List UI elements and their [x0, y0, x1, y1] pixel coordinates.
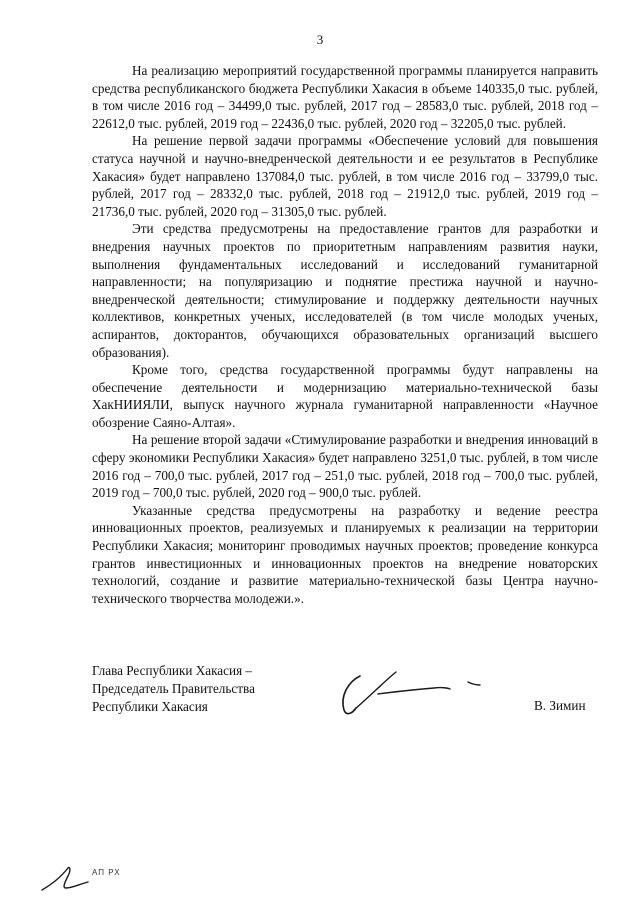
paragraph-grants: Эти средства предусмотрены на предоставление грантов для разработки и внедрения научных проектов по приоритетным направлениям развития науки, выполнения фундаментальных исследований и исследований гуманитарной направленности; на популяризацию и поднятие престижа научной и научно-внедренческой деятельности; стимулирование и поддержку деятельности научных коллективов, конкретных ученых, исследователей (в том числе молодых ученых, аспирантов, докторантов, обучающихся образовательных организаций высшего образования). [92, 221, 598, 360]
paragraph-budget-total: На реализацию мероприятий государственной программы планируется направить средства республиканского бюджета Республики Хакасия в объеме 140335,0 тыс. рублей, в том числе 2016 год – 34499,0 тыс. рублей, 2017 год – 28583,0 тыс. рублей, 2018 год – 22612,0 тыс. рублей, 2019 год – 22436,0 тыс. рублей, 2020 год – 32205,0 тыс. рублей. [92, 63, 598, 131]
signatory-title-line: Глава Республики Хакасия – [92, 663, 253, 678]
page-number: 3 [316, 32, 324, 47]
handwritten-signature [330, 652, 490, 732]
paragraph-task-two: На решение второй задачи «Стимулирование разработки и внедрения инноваций в сферу экономики Республики Хакасия» будет направлено 3251,0 тыс. рублей, в том числе 2016 год – 700,0 тыс. рублей, 2017 год – 251,0 тыс. рублей, 2018 год – 700,0 тыс. рублей, 2019 год – 700,0 тыс. рублей, 2020 год – 900,0 тыс. рублей. [92, 432, 598, 501]
paragraph-task-one: На решение первой задачи программы «Обеспечение условий для повышения статуса научной и научно-внедренческой деятельности и ее результатов в Республике Хакасия» будет направлено 137084,0 тыс. рублей, в том числе 2016 год – 33799,0 тыс. рублей, 2017 год – 28332,0 тыс. рублей, 2018 год – 21912,0 тыс. рублей, 2019 год – 21736,0 тыс. рублей, 2020 год – 31305,0 тыс. рублей. [92, 133, 598, 219]
document-body [92, 62, 598, 607]
signatory-title-line: Председатель Правительства [92, 681, 255, 696]
paragraph-institute: Кроме того, средства государственной программы будут направлены на обеспечение деятельности и модернизацию материально-технической базы ХакНИИЯЛИ, выпуск научного журнала гуманитарной направленности «Научное обозрение Саяно-Алтая». [92, 362, 598, 430]
signatory-title [92, 662, 255, 716]
initials-mark [38, 858, 98, 898]
footer-code: АП РХ [92, 868, 121, 877]
paragraph-registry: Указанные средства предусмотрены на разработку и ведение реестра инновационных проектов, реализуемых и планируемых к реализации на территории Республики Хакасия; мониторинг проводимых научных проектов; проведение конкурса грантов инвестиционных и инновационных проектов на внедрение новаторских технологий, создание и развитие материально-технической базы Центра научно-технического творчества молодежи.». [92, 502, 598, 606]
signatory-name: В. Зимин [534, 698, 586, 713]
signatory-title-line: Республики Хакасия [92, 699, 208, 714]
